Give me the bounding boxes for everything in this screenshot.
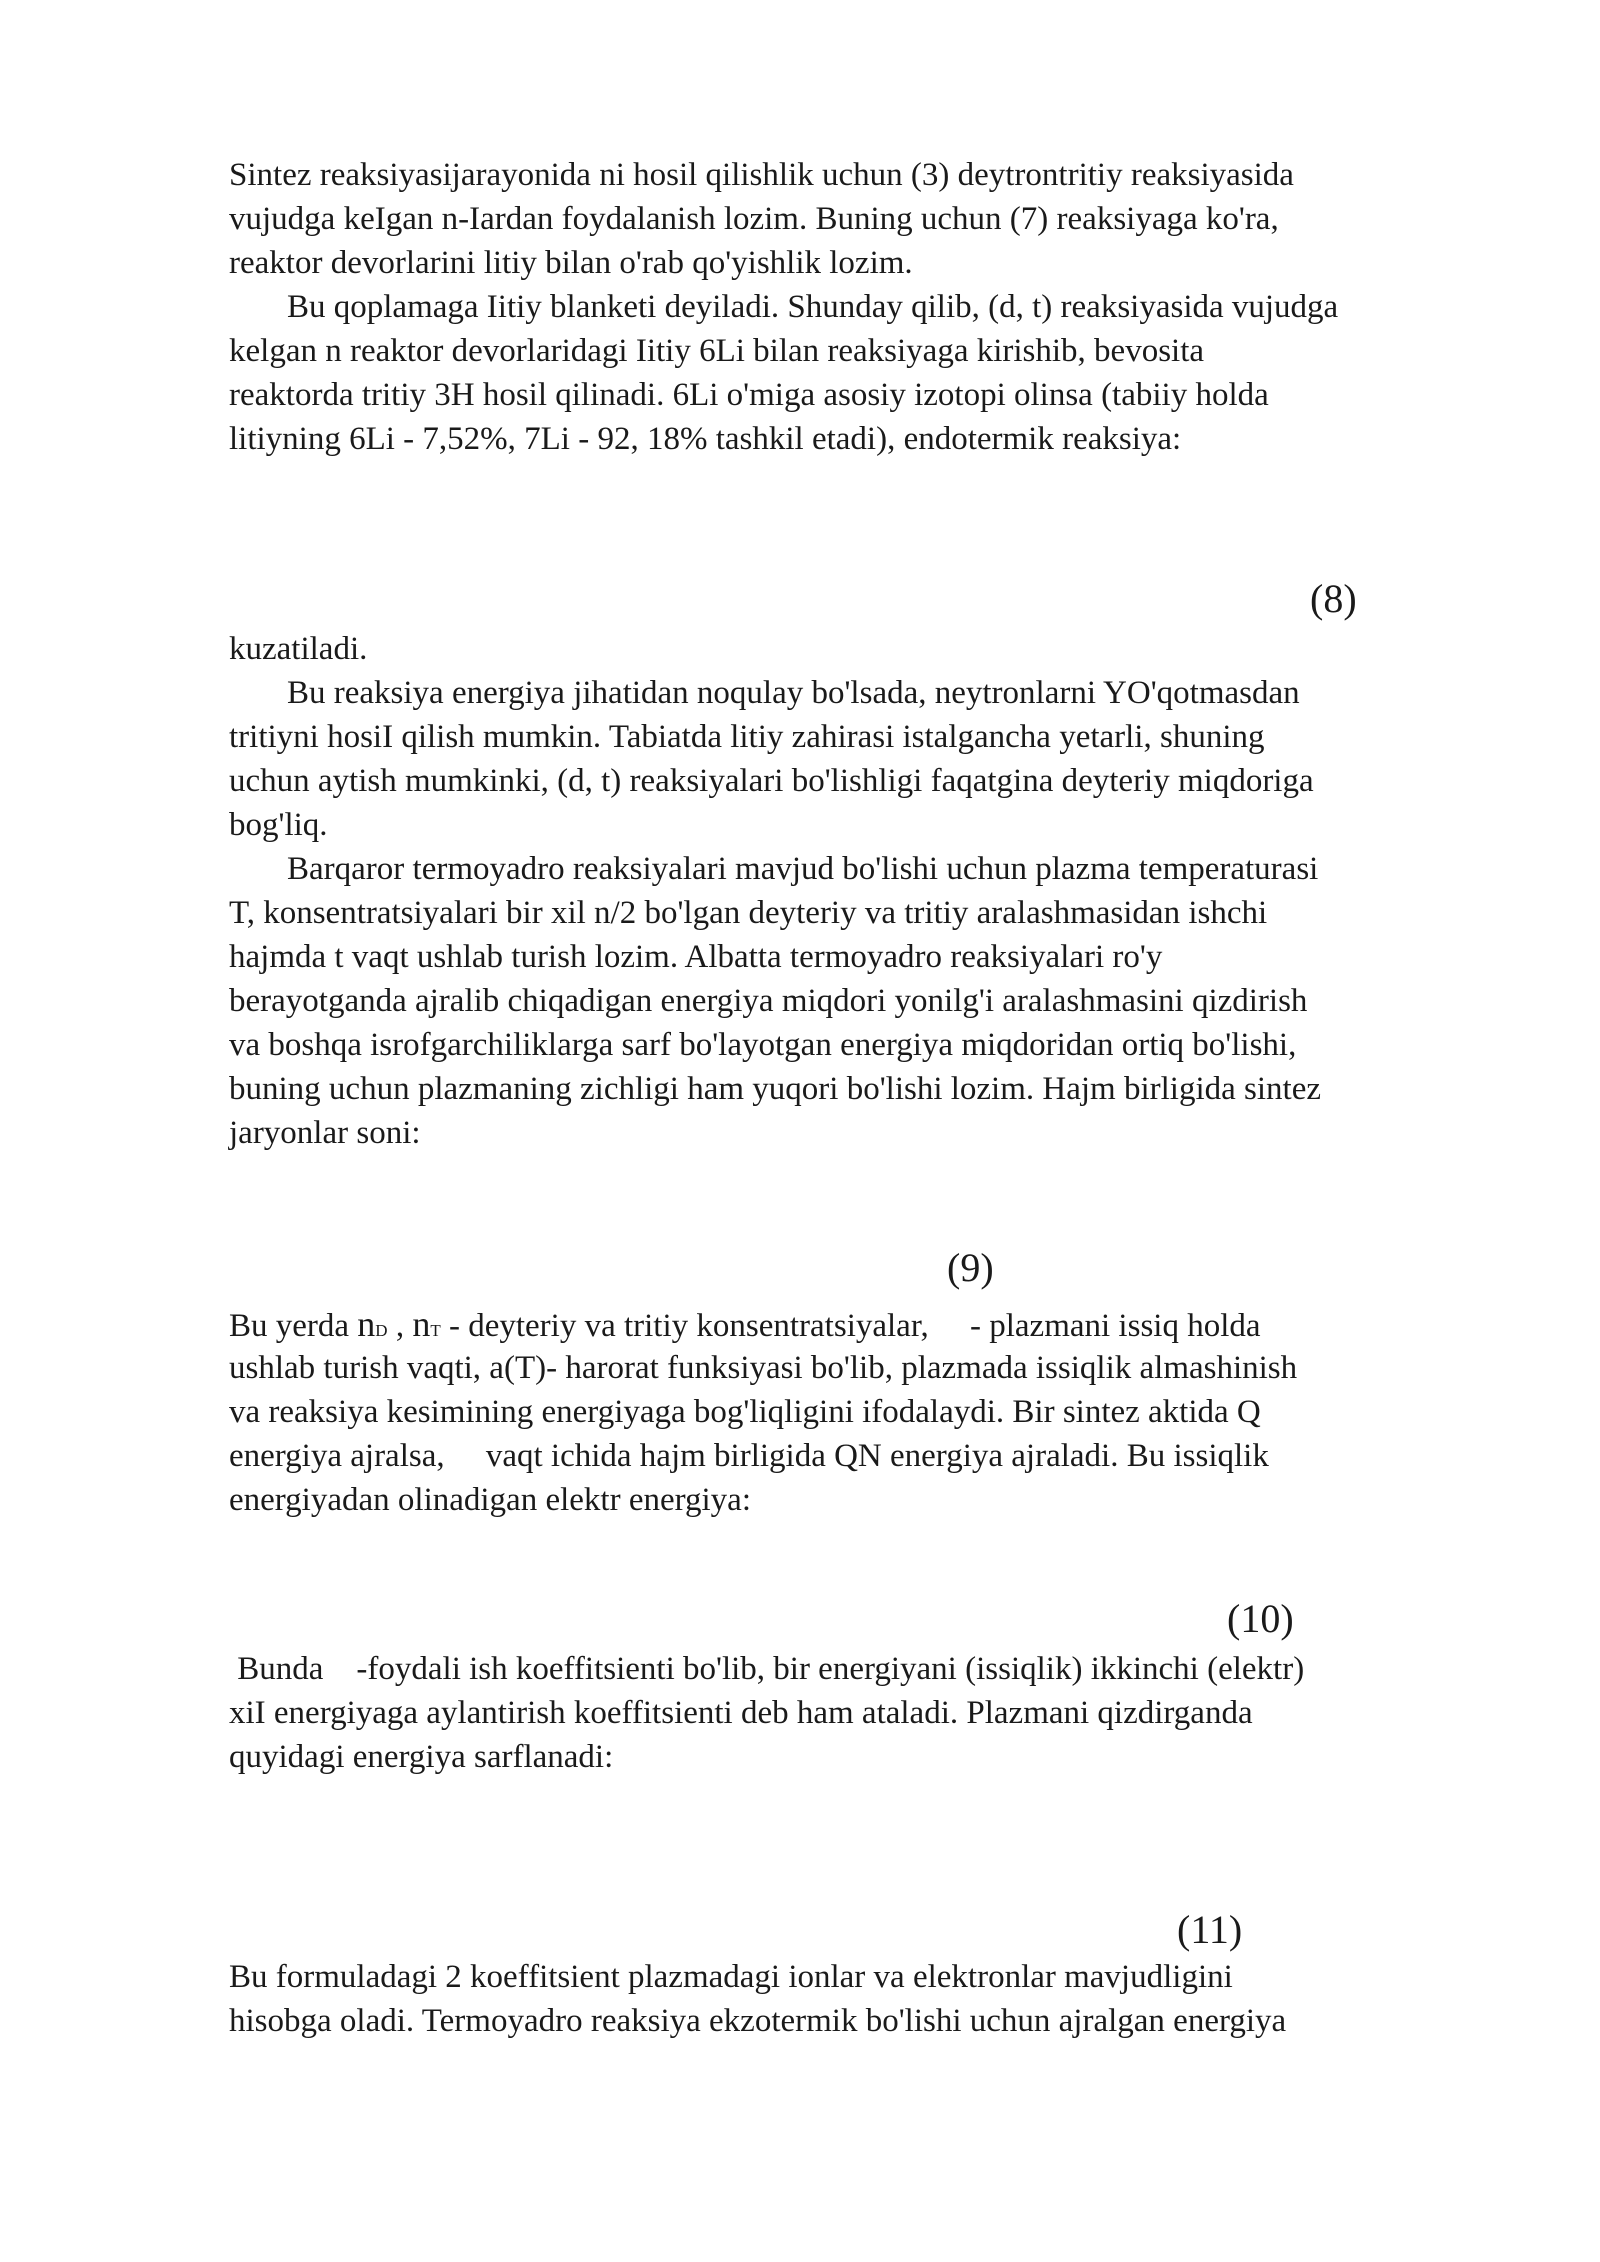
- equation-number: (8): [1310, 576, 1357, 621]
- paragraph-line: energiyadan olinadigan elektr energiya:: [229, 1482, 751, 1518]
- subscript-d: D: [375, 1321, 388, 1340]
- paragraph-line: bog'liq.: [229, 807, 328, 843]
- paragraph-line: berayotganda ajralib chiqadigan energiya miqdori yonilg'i aralashmasini qizdirish: [229, 983, 1308, 1019]
- paragraph-line: Barqaror termoyadro reaksiyalari mavjud bo'lishi uchun plazma temperaturasi: [287, 851, 1319, 887]
- paragraph-line: Bu formuladagi 2 koeffitsient plazmadagi ionlar va elektronlar mavjudligini: [229, 1959, 1233, 1995]
- paragraph-line: Bu reaksiya energiya jihatidan noqulay bo'lsada, neytronlarni YO'qotmasdan: [287, 675, 1300, 711]
- paragraph-line: va boshqa isrofgarchiliklarga sarf bo'layotgan energiya miqdoridan ortiq bo'lishi,: [229, 1027, 1297, 1063]
- paragraph-line: quyidagi energiya sarflanadi:: [229, 1739, 614, 1775]
- paragraph-line: reaktorda tritiy 3H hosil qilinadi. 6Li o'miga asosiy izotopi olinsa (tabiiy holda: [229, 377, 1269, 413]
- paragraph-line: [229, 1302, 1261, 1346]
- paragraph-line: kelgan n reaktor devorlaridagi Iitiy 6Li bilan reaksiyaga kirishib, bevosita: [229, 333, 1205, 369]
- paragraph-line: Sintez reaksiyasijarayonida ni hosil qilishlik uchun (3) deytrontritiy reaksiyasida: [229, 157, 1294, 193]
- paragraph-line: T, konsentratsiyalari bir xil n/2 bo'lgan deyteriy va tritiy aralashmasidan ishchi: [229, 895, 1268, 931]
- paragraph-line: tritiyni hosiI qilish mumkin. Tabiatda litiy zahirasi istalgancha yetarli, shuning: [229, 719, 1265, 755]
- paragraph-line: reaktor devorlarini litiy bilan o'rab qo'yishlik lozim.: [229, 245, 913, 281]
- paragraph-line: jaryonlar soni:: [229, 1115, 421, 1151]
- paragraph-line: Bu qoplamaga Iitiy blanketi deyiladi. Shunday qilib, (d, t) reaksiyasida vujudga: [287, 289, 1339, 325]
- line-text: - deyteriy va tritiy konsentratsiyalar, - plazmani issiq holda: [440, 1308, 1261, 1344]
- paragraph-line: energiya ajralsa, vaqt ichida hajm birligida QN energiya ajraladi. Bu issiqlik: [229, 1438, 1269, 1474]
- paragraph-line: hajmda t vaqt ushlab turish lozim. Albatta termoyadro reaksiyalari ro'y: [229, 939, 1163, 975]
- paragraph-line: va reaksiya kesimining energiyaga bog'liqligini ifodalaydi. Bir sintez aktida Q: [229, 1394, 1261, 1430]
- paragraph-line: xiI energiyaga aylantirish koeffitsienti deb ham ataladi. Plazmani qizdirganda: [229, 1695, 1253, 1731]
- n-symbol: n: [412, 1304, 431, 1344]
- paragraph-line: buning uchun plazmaning zichligi ham yuqori bo'lishi lozim. Hajm birligida sintez: [229, 1071, 1321, 1107]
- paragraph-line: hisobga oladi. Termoyadro reaksiya ekzotermik bo'lishi uchun ajralgan energiya: [229, 2003, 1287, 2039]
- paragraph-line: kuzatiladi.: [229, 631, 368, 667]
- subscript-t: T: [430, 1321, 441, 1340]
- paragraph-line: Bunda -foydali ish koeffitsienti bo'lib, bir energiyani (issiqlik) ikkinchi (elektr): [229, 1651, 1305, 1687]
- paragraph-line: ushlab turish vaqti, a(T)- harorat funksiyasi bo'lib, plazmada issiqlik almashinish: [229, 1350, 1298, 1386]
- paragraph-line: vujudga keIgan n-Iardan foydalanish lozim. Buning uchun (7) reaksiyaga ko'ra,: [229, 201, 1279, 237]
- equation-number: (9): [947, 1245, 994, 1290]
- n-symbol: n: [357, 1304, 376, 1344]
- equation-number: (11): [1177, 1907, 1243, 1952]
- equation-number: (10): [1227, 1596, 1294, 1641]
- paragraph-line: litiyning 6Li - 7,52%, 7Li - 92, 18% tashkil etadi), endotermik reaksiya:: [229, 421, 1182, 457]
- line-text: ,: [387, 1308, 413, 1344]
- line-text: Bu yerda: [229, 1308, 358, 1344]
- paragraph-line: uchun aytish mumkinki, (d, t) reaksiyalari bo'lishligi faqatgina deyteriy miqdoriga: [229, 763, 1314, 799]
